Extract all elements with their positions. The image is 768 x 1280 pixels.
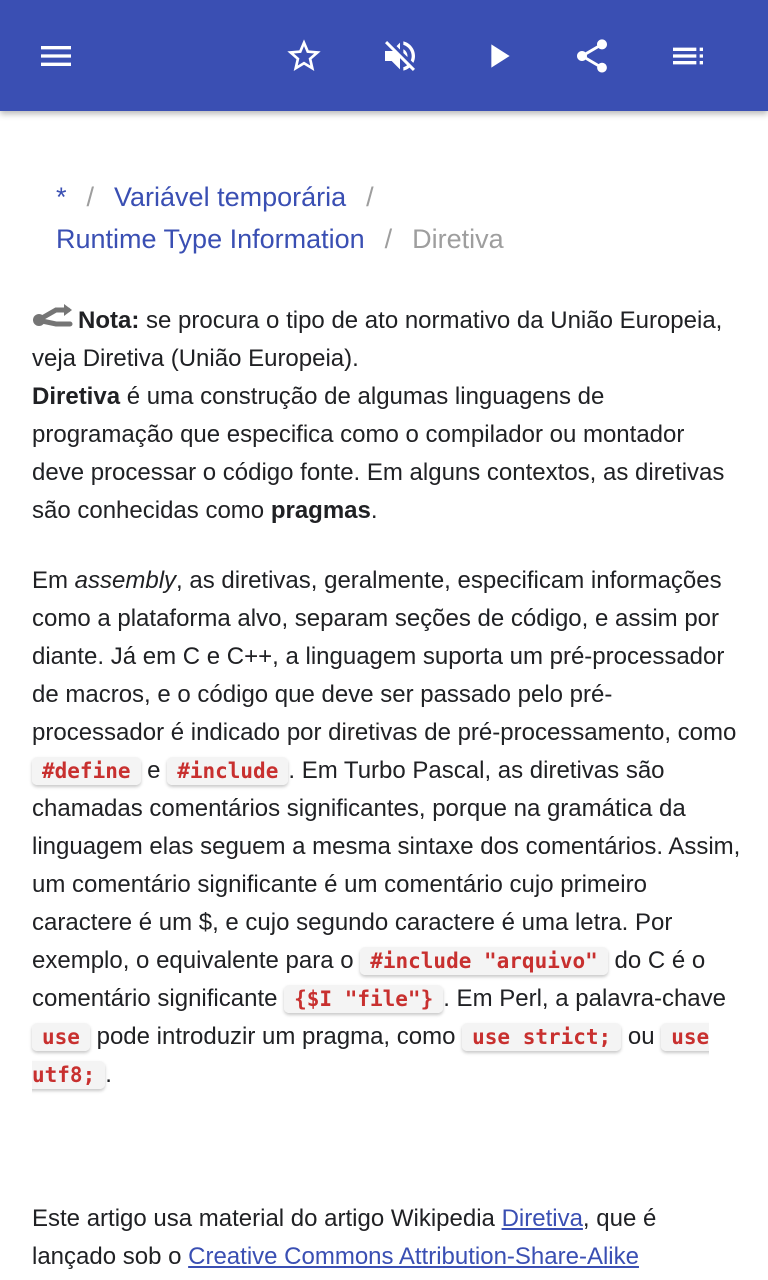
code-include: #include bbox=[167, 757, 288, 785]
text: , as diretivas, geralmente, especificam informações como a plataforma alvo, separam seções de código, e assim por diante. Já em C e C++, a linguagem suporta um pré-processador de macros, e o código que deve ser passado pelo pré-processador é indicado por diretivas de pré-processamento, como bbox=[32, 567, 737, 746]
paragraph-assembly bbox=[32, 562, 742, 1094]
license-note bbox=[32, 1200, 742, 1276]
text: e bbox=[140, 757, 168, 784]
play-icon[interactable] bbox=[470, 28, 526, 84]
intro-term: Diretiva bbox=[32, 383, 121, 410]
text: Este artigo usa material do artigo Wikipedia bbox=[32, 1205, 502, 1232]
disambiguation-icon bbox=[32, 302, 74, 330]
code-define: #define bbox=[32, 757, 141, 785]
breadcrumb-item-rtti[interactable]: Runtime Type Information bbox=[56, 224, 365, 254]
breadcrumb-item-root[interactable]: * bbox=[56, 182, 67, 212]
article-content bbox=[32, 302, 742, 1094]
text: pode introduzir um pragma, como bbox=[89, 1023, 463, 1050]
code-use-strict: use strict; bbox=[462, 1023, 621, 1051]
breadcrumb bbox=[56, 176, 736, 260]
code-include-arquivo: #include "arquivo" bbox=[360, 947, 608, 975]
text: . bbox=[105, 1061, 112, 1088]
code-use: use bbox=[32, 1023, 90, 1051]
text: , que é lançado sob o bbox=[32, 1205, 657, 1270]
app-bar bbox=[0, 0, 768, 111]
share-icon[interactable] bbox=[564, 28, 620, 84]
breadcrumb-separator: / bbox=[86, 182, 95, 212]
link-diretiva[interactable]: Diretiva bbox=[501, 1205, 583, 1232]
volume-off-icon[interactable] bbox=[372, 28, 428, 84]
text-assembly: assembly bbox=[74, 567, 177, 594]
hatnote bbox=[32, 302, 742, 530]
code-use-utf8: use utf8; bbox=[32, 1025, 710, 1087]
hatnote-label: Nota: bbox=[78, 307, 140, 334]
breadcrumb-current: Diretiva bbox=[412, 224, 504, 254]
breadcrumb-separator: / bbox=[384, 224, 393, 254]
hatnote-text: se procura o tipo de ato normativo da União Europeia, veja Diretiva (União Europeia). bbox=[32, 307, 723, 372]
breadcrumb-separator: / bbox=[366, 182, 374, 212]
text: ou bbox=[621, 1023, 662, 1050]
text: . Em Perl, a palavra-chave bbox=[443, 985, 727, 1012]
code-pascal-directive: {$I "file"} bbox=[284, 985, 443, 1013]
toc-icon[interactable] bbox=[660, 28, 716, 84]
intro-end: . bbox=[370, 497, 378, 524]
star-icon[interactable] bbox=[276, 28, 332, 84]
text: Em bbox=[32, 567, 75, 594]
intro-term-pragmas: pragmas bbox=[270, 497, 371, 524]
text: . Em Turbo Pascal, as diretivas são chamadas comentários significantes, porque na gramática da linguagem elas seguem a mesma sintaxe dos comentários. Assim, um comentário significante é um comentário cujo primeiro caractere é um $, e cujo segundo caractere é uma letra. Por exemplo, o equivalente para o bbox=[32, 757, 741, 974]
menu-icon[interactable] bbox=[28, 28, 84, 84]
link-cc-by-sa[interactable]: Creative Commons Attribution-Share-Alike bbox=[188, 1243, 639, 1270]
breadcrumb-item-variavel-temporaria[interactable]: Variável temporária bbox=[114, 182, 347, 212]
intro-text: é uma construção de algumas linguagens de programação que especifica como o compilador ou montador deve processar o código fonte. Em alguns contextos, as diretivas são conhecidas como bbox=[32, 383, 725, 524]
text: do C é o comentário significante bbox=[32, 947, 706, 1012]
